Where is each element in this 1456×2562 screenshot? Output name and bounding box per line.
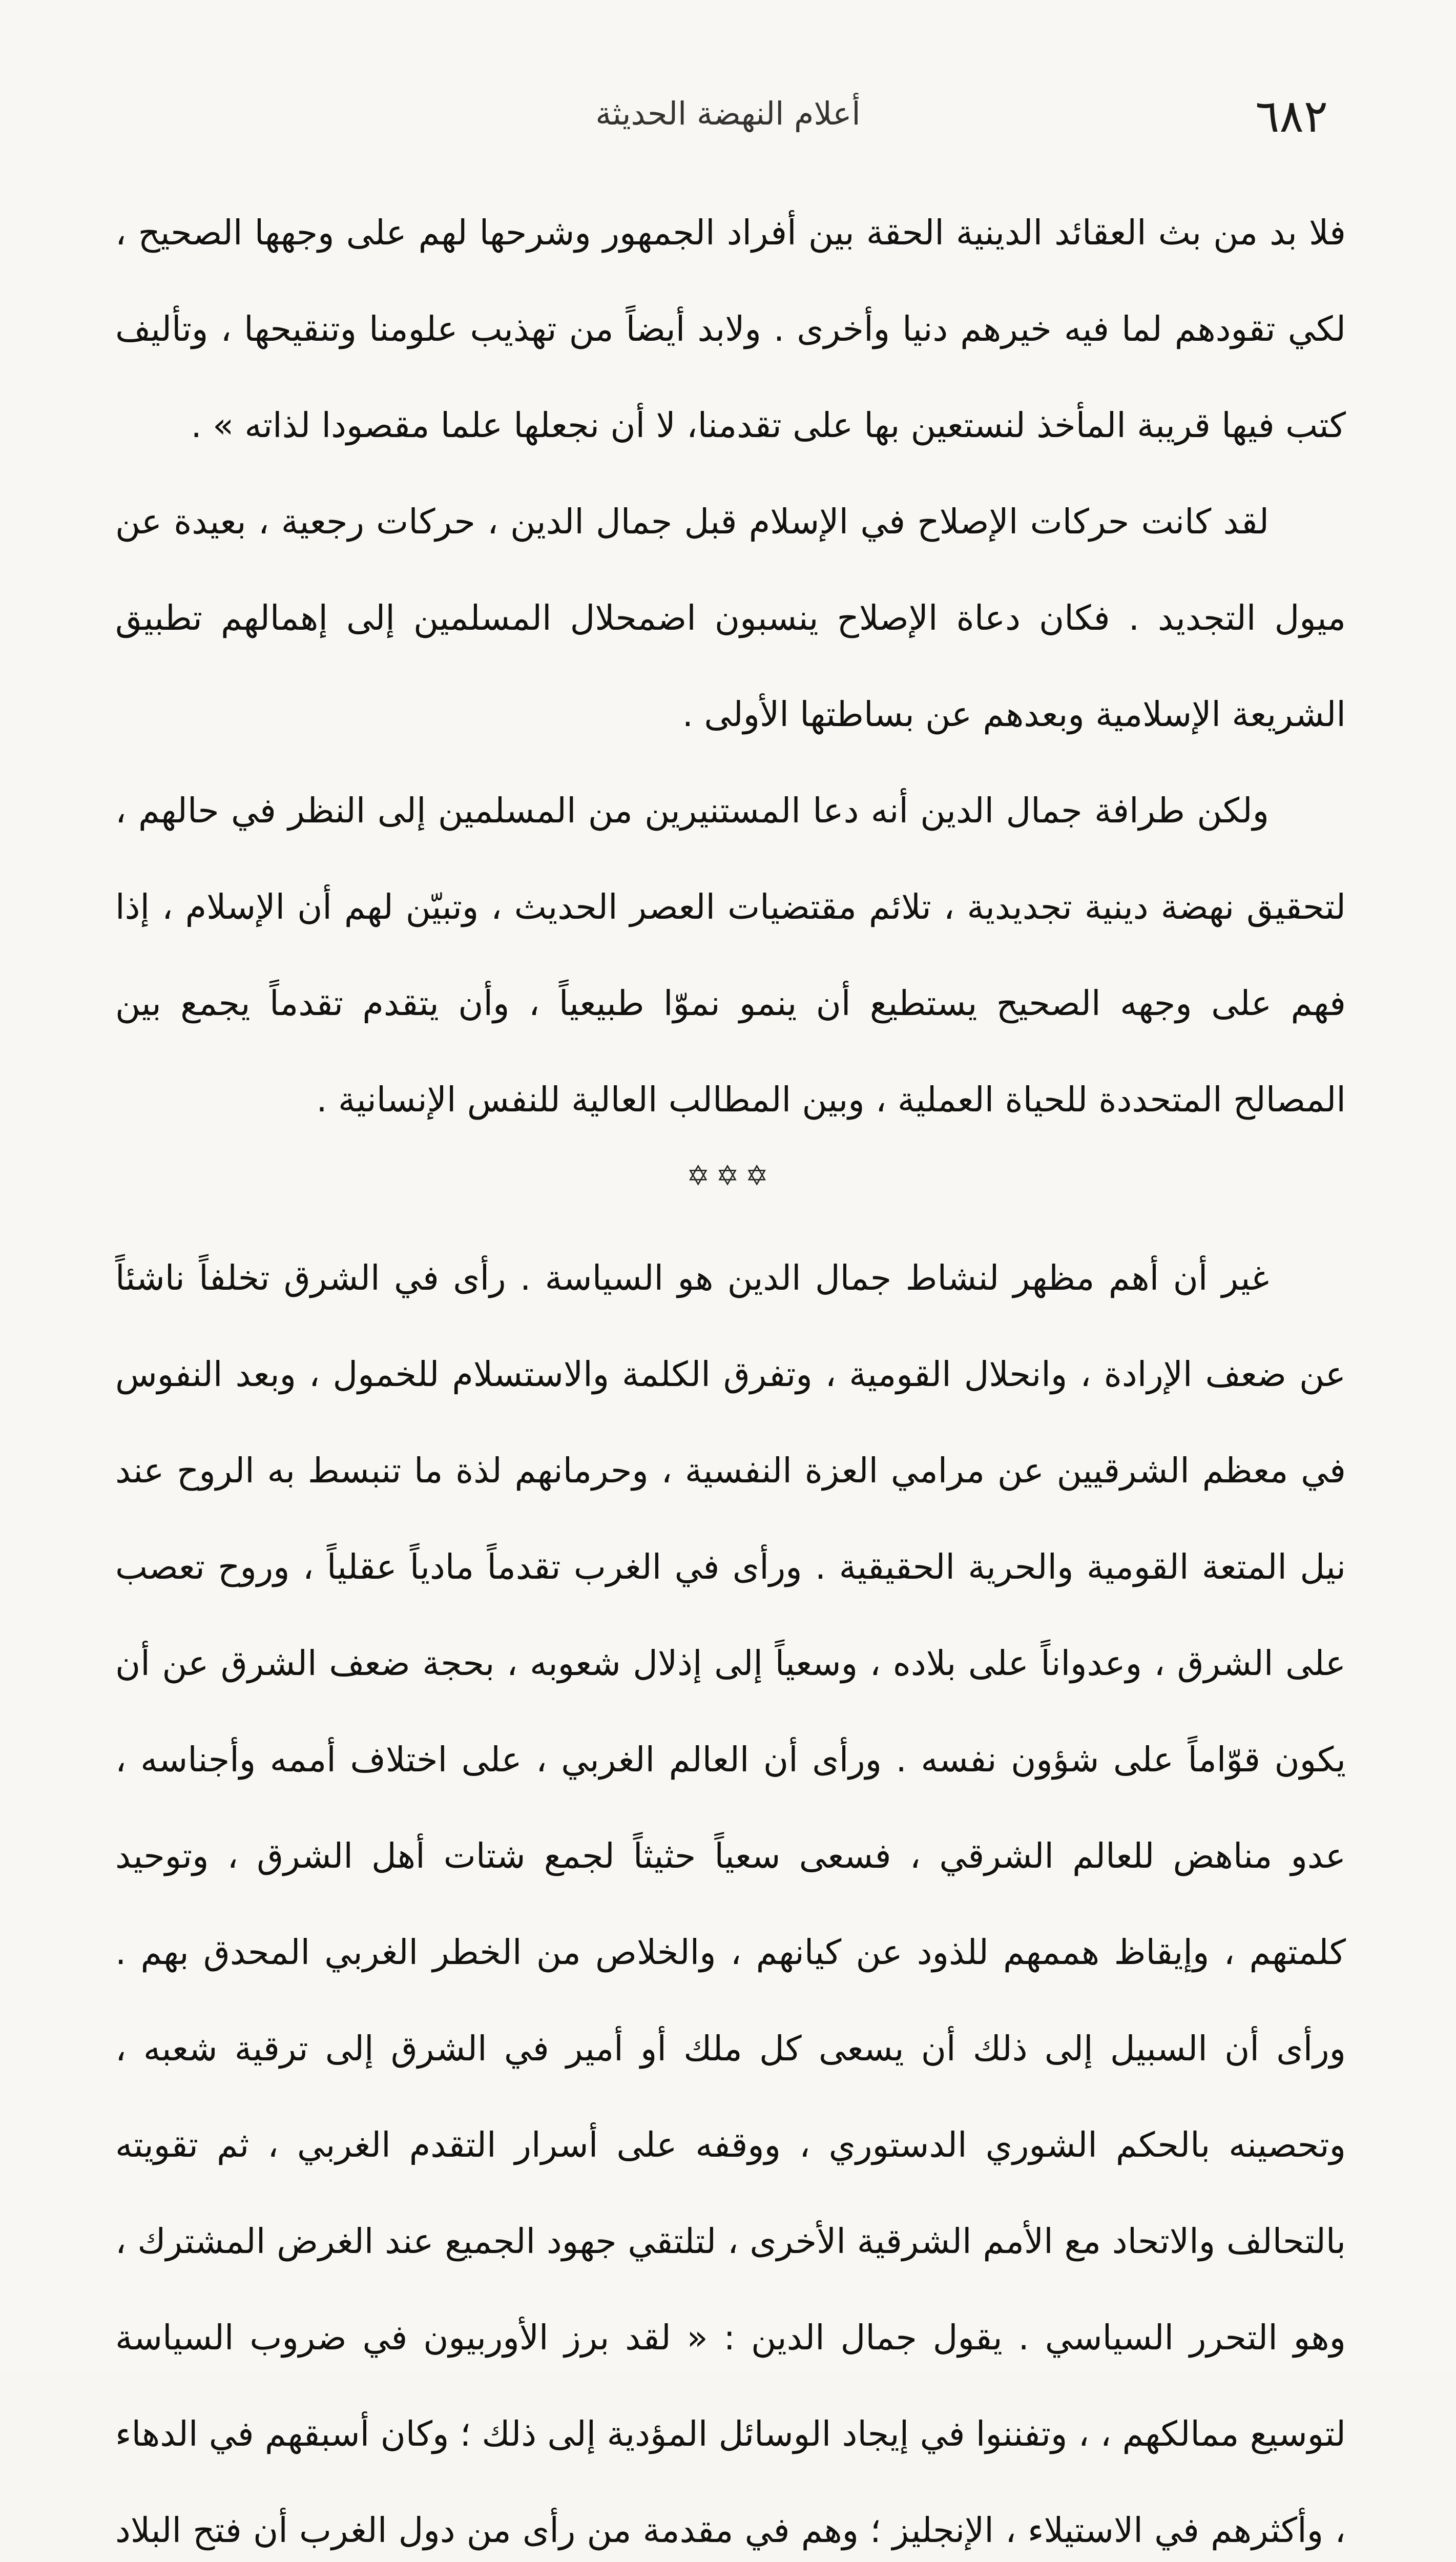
paragraph-reform-movements: لقد كانت حركات الإصلاح في الإسلام قبل جمال الدين ، حركات رجعية ، بعيدة عن ميول التجديد . فكان دعاة الإصلاح ينسبون اضمحلال المسلمين إلى إهمالهم تطبيق الشريعة الإسلامية وبعدهم عن بساطتها الأولى . (115, 502, 1346, 734)
paragraph-jamal-al-din-novelty: ولكن طرافة جمال الدين أنه دعا المستنيرين من المسلمين إلى النظر في حالهم ، لتحقيق نهضة دينية تجديدية ، تلائم مقتضيات العصر الحديث ، وتبيّن لهم أن الإسلام ، إذا فهم على وجهه الصحيح يستطيع أن ينمو نموّا طبيعياً ، وأن يتقدم تقدماً يجمع بين المصالح المتحددة للحياة العملية ، وبين المطالب العالية للنفس الإنسانية . (115, 791, 1346, 1120)
paragraph-quote-continuation: فلا بد من بث العقائد الدينية الحقة بين أفراد الجمهور وشرحها لهم على وجهها الصحيح ، لكي تقودهم لما فيه خيرهم دنيا وأخرى . ولابد أيضاً من تهذيب علومنا وتنقيحها ، وتأليف كتب فيها قريبة المأخذ لنستعين بها على تقدمنا، لا أن نجعلها علما مقصودا لذاته » . (115, 213, 1346, 445)
paragraph-politics: غير أن أهم مظهر لنشاط جمال الدين هو السياسة . رأى في الشرق تخلفاً ناشئاً عن ضعف الإرادة ، وانحلال القومية ، وتفرق الكلمة والاستسلام للخمول ، وبعد النفوس في معظم الشرقيين عن مرامي العزة النفسية ، وحرمانهم لذة ما تنبسط به الروح عند نيل المتعة القومية والحرية الحقيقية . ورأى في الغرب تقدماً مادياً عقلياً ، وروح تعصب على الشرق ، وعدواناً على بلاده ، وسعياً إلى إذلال شعوبه ، بحجة ضعف الشرق عن أن يكون قوّاماً على شؤون نفسه . ورأى أن العالم الغربي ، على اختلاف أممه وأجناسه ، عدو مناهض للعالم الشرقي ، فسعى سعياً حثيثاً لجمع شتات أهل الشرق ، وتوحيد كلمتهم ، وإيقاظ هممهم للذود عن كيانهم ، والخلاص من الخطر الغربي المحدق بهم . ورأى أن السبيل إلى ذلك أن يسعى كل ملك أو أمير في الشرق إلى ترقية شعبه ، وتحصينه بالحكم الشوري الدستوري ، ووقفه على أسرار التقدم الغربي ، ثم تقويته بالتحالف والاتحاد مع الأمم الشرقية الأخرى ، لتلتقي جهود الجميع عند الغرض المشترك ، وهو التحرر السياسي . يقول جمال الدين : « لقد برز الأوربيون في ضروب السياسة لتوسيع ممالكهم ، ، وتفننوا في إيجاد الوسائل المؤدية إلى ذلك ؛ وكان أسبقهم في الدهاء ، وأكثرهم في الاستيلاء ، الإنجليز ؛ وهم في مقدمة من رأى من دول الغرب أن فتح البلاد (115, 1258, 1346, 2550)
section-separator: ✡✡✡ (687, 1160, 775, 1192)
page-body (115, 184, 1346, 2562)
running-title: أعلام النهضة الحديثة (595, 95, 861, 132)
page-header (113, 90, 1343, 151)
page-number: ٦٨٢ (1255, 90, 1328, 142)
